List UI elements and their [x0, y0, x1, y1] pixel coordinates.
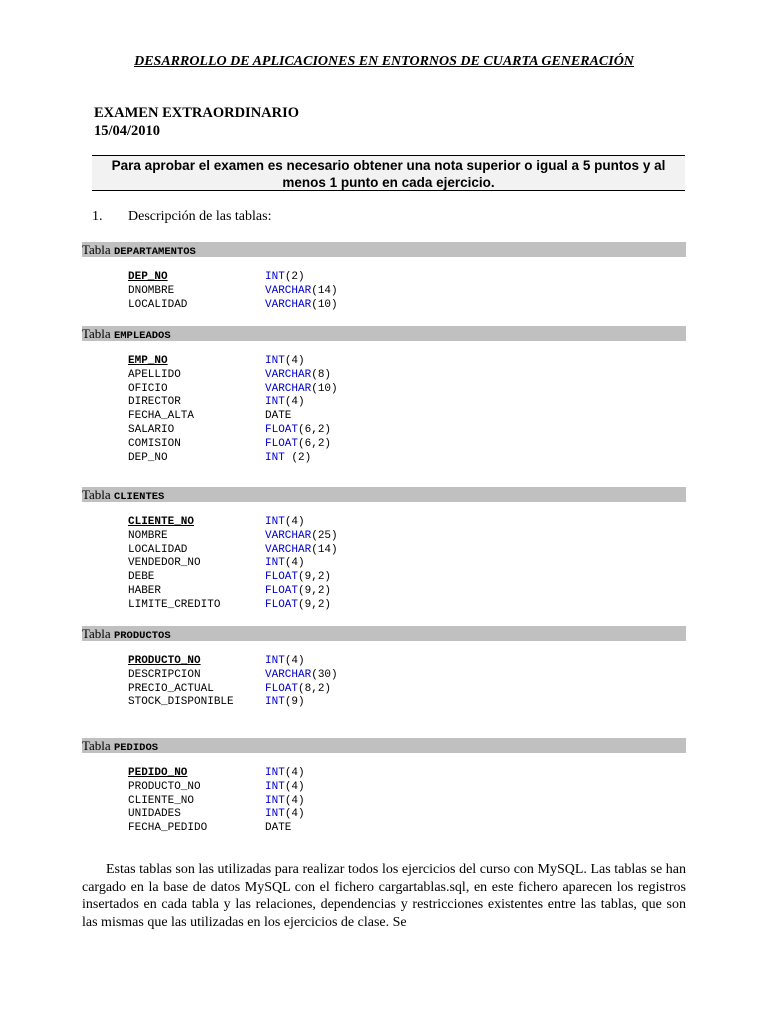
- field-name: CLIENTE_NO: [128, 794, 195, 807]
- field-row: [128, 683, 338, 697]
- field-row: [128, 271, 338, 285]
- fields-pedidos: [128, 767, 305, 836]
- field-type: [265, 795, 305, 809]
- type-keyword: FLOAT: [265, 423, 299, 436]
- field-name: PRODUCTO_NO: [128, 780, 201, 793]
- type-args: (4): [284, 767, 305, 779]
- field-type: [265, 285, 338, 299]
- field-row: [128, 410, 338, 424]
- primary-key-field-name: DEP_NO: [128, 271, 168, 283]
- type-keyword: INT: [265, 557, 285, 570]
- field-type: [265, 383, 338, 397]
- type-args: (4): [284, 516, 305, 528]
- field-row: [128, 452, 338, 466]
- field-row: [128, 781, 305, 795]
- field-name: DNOMBRE: [128, 284, 175, 297]
- field-row: [128, 795, 305, 809]
- type-keyword: VARCHAR: [265, 382, 312, 395]
- type-keyword: INT: [265, 516, 285, 528]
- type-args: (14): [311, 284, 338, 297]
- type-keyword: DATE: [265, 822, 292, 835]
- table-prefix: Tabla: [82, 326, 111, 341]
- primary-key-field-name: PRODUCTO_NO: [128, 655, 201, 667]
- type-args: (9,2): [298, 598, 332, 611]
- item-text: Descripción de las tablas:: [128, 209, 272, 224]
- type-args: (25): [311, 529, 338, 542]
- field-row: [128, 669, 338, 683]
- exam-heading: [94, 104, 299, 140]
- table-name: DEPARTAMENTOS: [113, 246, 196, 258]
- type-args: (6,2): [298, 437, 332, 450]
- field-row: [128, 396, 338, 410]
- type-args: (2): [284, 451, 312, 464]
- type-args: (30): [311, 668, 338, 681]
- field-type: [265, 571, 331, 585]
- table-name: CLIENTES: [113, 491, 165, 503]
- field-name: OFICIO: [128, 382, 168, 395]
- field-row: [128, 355, 338, 369]
- field-row: [128, 516, 338, 530]
- field-name: COMISION: [128, 437, 181, 450]
- field-name: VENDEDOR_NO: [128, 557, 201, 570]
- field-row: [128, 808, 305, 822]
- field-name: SALARIO: [128, 423, 175, 436]
- description-paragraph: [82, 861, 686, 931]
- field-type: [265, 410, 291, 424]
- type-keyword: INT: [265, 655, 285, 667]
- type-keyword: VARCHAR: [265, 368, 312, 381]
- field-type: [265, 452, 311, 466]
- field-name: LIMITE_CREDITO: [128, 598, 221, 611]
- field-name: DEBE: [128, 571, 155, 584]
- field-row: [128, 438, 338, 452]
- table-header-empleados: [82, 326, 686, 341]
- table-header-pedidos: [82, 738, 686, 753]
- type-args: (14): [311, 543, 338, 556]
- type-args: (9,2): [298, 584, 332, 597]
- table-header-productos: [82, 626, 686, 641]
- field-row: [128, 285, 338, 299]
- type-args: (6,2): [298, 423, 332, 436]
- field-row: [128, 571, 338, 585]
- exam-title: EXAMEN EXTRAORDINARIO: [94, 105, 300, 121]
- type-keyword: FLOAT: [265, 584, 299, 597]
- type-keyword: FLOAT: [265, 437, 299, 450]
- field-type: [265, 544, 338, 558]
- field-row: [128, 696, 338, 710]
- field-row: [128, 822, 305, 836]
- table-header-departamentos: [82, 242, 686, 257]
- type-keyword: VARCHAR: [265, 543, 312, 556]
- type-args: (4): [284, 794, 305, 807]
- field-name: UNIDADES: [128, 808, 181, 821]
- field-name: FECHA_ALTA: [128, 410, 195, 423]
- field-type: [265, 781, 305, 795]
- type-args: (4): [284, 808, 305, 821]
- table-prefix: Tabla: [82, 738, 111, 753]
- type-keyword: FLOAT: [265, 682, 299, 695]
- exam-date: 15/04/2010: [94, 123, 161, 139]
- type-args: (10): [311, 298, 338, 311]
- field-row: [128, 424, 338, 438]
- fields-productos: [128, 655, 338, 710]
- field-row: [128, 655, 338, 669]
- field-type: [265, 557, 305, 571]
- type-keyword: FLOAT: [265, 598, 299, 611]
- field-type: [265, 369, 331, 383]
- type-keyword: INT: [265, 451, 285, 464]
- field-type: [265, 396, 305, 410]
- field-type: [265, 599, 331, 613]
- field-type: [265, 355, 305, 369]
- table-name: EMPLEADOS: [113, 330, 171, 342]
- field-type: [265, 669, 338, 683]
- field-type: [265, 655, 305, 669]
- fields-clientes: [128, 516, 338, 613]
- document-title: DESARROLLO DE APLICACIONES EN ENTORNOS DE CUARTA GENERACIÓN: [134, 54, 634, 69]
- table-name: PRODUCTOS: [113, 630, 171, 642]
- field-name: LOCALIDAD: [128, 543, 188, 556]
- type-args: (4): [284, 557, 305, 570]
- field-type: [265, 767, 305, 781]
- field-name: APELLIDO: [128, 368, 181, 381]
- table-header-clientes: [82, 487, 686, 502]
- field-type: [265, 822, 291, 836]
- field-name: DIRECTOR: [128, 396, 181, 409]
- type-args: (4): [284, 355, 305, 367]
- item-number: 1.: [92, 209, 103, 224]
- type-keyword: INT: [265, 271, 285, 283]
- field-row: [128, 369, 338, 383]
- field-type: [265, 424, 331, 438]
- type-keyword: INT: [265, 767, 285, 779]
- field-type: [265, 516, 305, 530]
- type-keyword: VARCHAR: [265, 668, 312, 681]
- field-name: DESCRIPCION: [128, 668, 201, 681]
- primary-key-field-name: PEDIDO_NO: [128, 767, 188, 779]
- type-args: (4): [284, 396, 305, 409]
- field-row: [128, 767, 305, 781]
- type-args: (8,2): [298, 682, 332, 695]
- type-args: (8): [311, 368, 332, 381]
- table-name: PEDIDOS: [113, 742, 159, 754]
- type-args: (10): [311, 382, 338, 395]
- field-type: [265, 696, 305, 710]
- table-prefix: Tabla: [82, 626, 111, 641]
- field-row: [128, 530, 338, 544]
- type-args: (9): [284, 696, 305, 709]
- section-item-1: [92, 209, 271, 225]
- primary-key-field-name: EMP_NO: [128, 355, 168, 367]
- fields-empleados: [128, 355, 338, 465]
- field-name: STOCK_DISPONIBLE: [128, 696, 234, 709]
- type-args: (9,2): [298, 571, 332, 584]
- type-args: (2): [284, 271, 305, 283]
- type-keyword: FLOAT: [265, 571, 299, 584]
- table-prefix: Tabla: [82, 487, 111, 502]
- field-type: [265, 271, 305, 285]
- field-name: DEP_NO: [128, 451, 168, 464]
- notice-box: Para aprobar el examen es necesario obtener una nota superior o igual a 5 puntos y al menos 1 punto en cada ejercicio.: [92, 155, 685, 191]
- field-type: [265, 585, 331, 599]
- field-name: FECHA_PEDIDO: [128, 822, 208, 835]
- type-keyword: INT: [265, 396, 285, 409]
- field-name: NOMBRE: [128, 529, 168, 542]
- field-row: [128, 585, 338, 599]
- type-keyword: INT: [265, 780, 285, 793]
- field-type: [265, 530, 338, 544]
- type-args: (4): [284, 780, 305, 793]
- field-type: [265, 438, 331, 452]
- type-keyword: INT: [265, 794, 285, 807]
- field-name: LOCALIDAD: [128, 298, 188, 311]
- type-keyword: VARCHAR: [265, 298, 312, 311]
- field-row: [128, 299, 338, 313]
- field-type: [265, 299, 338, 313]
- type-keyword: VARCHAR: [265, 529, 312, 542]
- field-row: [128, 557, 338, 571]
- field-name: HABER: [128, 584, 162, 597]
- field-name: PRECIO_ACTUAL: [128, 682, 214, 695]
- paragraph-text: Estas tablas son las utilizadas para realizar todos los ejercicios del curso con MySQL. Las tablas se han cargado en la base de datos MySQL con el fichero cargartablas.sql, en este fichero aparecen los registros insertados en cada tabla y las relaciones, dependencias y restricciones existentes entre las tablas, que son las mismas que las utilizadas en los ejercicios de clase. Se: [82, 862, 686, 930]
- field-type: [265, 808, 305, 822]
- field-row: [128, 544, 338, 558]
- type-args: (4): [284, 655, 305, 667]
- field-row: [128, 383, 338, 397]
- primary-key-field-name: CLIENTE_NO: [128, 516, 195, 528]
- table-prefix: Tabla: [82, 242, 111, 257]
- type-keyword: INT: [265, 355, 285, 367]
- fields-departamentos: [128, 271, 338, 312]
- type-keyword: DATE: [265, 410, 292, 423]
- type-keyword: INT: [265, 808, 285, 821]
- type-keyword: VARCHAR: [265, 284, 312, 297]
- type-keyword: INT: [265, 696, 285, 709]
- field-row: [128, 599, 338, 613]
- field-type: [265, 683, 331, 697]
